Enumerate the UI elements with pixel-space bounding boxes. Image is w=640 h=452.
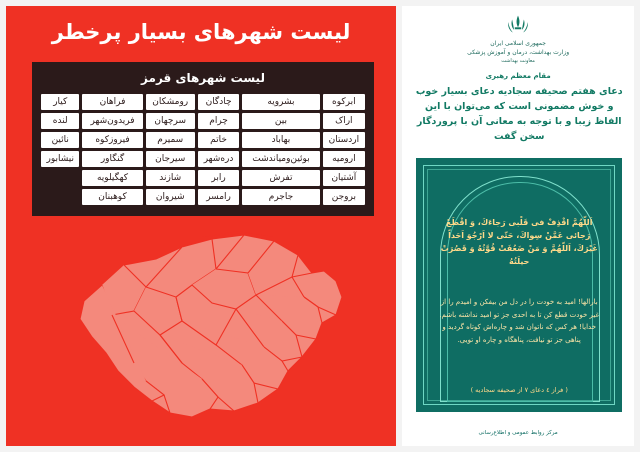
city-cell: بین [242,113,319,129]
city-cell: اراک [323,113,365,129]
table-row [41,170,365,186]
table-row [41,113,365,129]
city-cell: آشتیان [323,170,365,186]
city-cell: دره‌شهر [198,151,239,167]
prayer-panel [416,158,622,412]
city-cell: ابرکوه [323,94,365,110]
iran-map [6,211,396,446]
city-cell: شیروان [146,189,195,205]
city-cell: سمیرم [146,132,195,148]
city-cell: نائین [41,132,79,148]
ministry-panel [402,6,634,446]
city-cell: بوئین‌ومیاندشت [242,151,319,167]
city-cell: اردستان [323,132,365,148]
city-cell: شازند [146,170,195,186]
iran-emblem-icon [505,14,531,38]
footer-credit: مرکز روابط عمومی و اطلاع‌رسانی [478,430,558,436]
city-cell [41,170,79,186]
arch-outline-inner [447,182,593,402]
city-cell: رومشکان [146,94,195,110]
table-row [41,132,365,148]
city-cell: سیرجان [146,151,195,167]
city-cell: سرچهان [146,113,195,129]
org-name-line3: معاونت بهداشت [501,58,535,64]
city-cell: ارومیه [323,151,365,167]
org-name-line1: جمهوری اسلامی ایران [490,40,546,47]
city-cell: جاجرم [242,189,319,205]
city-cell: تفرش [242,170,319,186]
city-cell: رابر [198,170,239,186]
arabic-prayer-text: اَللّهُمَّ اقْذِفْ فی قَلْبی رَجاءَكَ، وَ اقْطَعْ رَجائی عَمَّنْ سِواكَ، حَتّى لا اَرْجُوَ اَحَداً غَیْرَكَ، اَللّهُمَّ وَ مَنْ ضَعُفَتْ قُوَّتُهُ وَ قَصُرَتْ حیلَتُهُ [440,218,598,266]
city-cell: کوهبنان [82,189,142,205]
red-cities-table [38,91,368,208]
city-cell: کهگیلویه [82,170,142,186]
city-cell: نیشابور [41,151,79,167]
city-cell: چرام [198,113,239,129]
city-cell: کیار [41,94,79,110]
city-cell: فیروزکوه [82,132,142,148]
table-row [41,151,365,167]
prayer-reference: ( فراز ٤ دعای ٧ از صحیفه سجادیه ) [470,386,568,394]
city-cell: لنده [41,113,79,129]
red-cities-title: لیست شهرهای قرمز [141,71,265,85]
city-cell: بهاباد [242,132,319,148]
leader-quote: دعای هفتم صحیفه سجادیه دعای بسیار خوب و خوش مضمونی است که می‌توان با این الفاظ زیبا و با توجه به معانی آن با پروردگار سخن گفت [415,86,623,142]
city-cell [41,189,79,205]
leader-label: مقام معظم رهبری [485,72,551,80]
persian-translation-text: بارالها! امید به خودت را در دل من بیفکن و امیدم را از غیر خودت قطع کن تا به احدی جز تو امید نداشته باشم. خدایا! هر کس که ناتوان شد و چاره‌اش کوتاه گردید و پناهی جز تو نیافت، پناهگاه و چاره او تویی. [439,298,600,344]
table-row [41,189,365,205]
city-cell: بروجن [323,189,365,205]
city-cell: خاتم [198,132,239,148]
org-name-line2: وزارت بهداشت، درمان و آموزش پزشکی [467,49,570,56]
page-title: لیست شهرهای بسیار پرخطر [51,20,351,44]
table-row [41,94,365,110]
city-cell: فریدون‌شهر [82,113,142,129]
city-cell: بشرویه [242,94,319,110]
city-cell: رامسر [198,189,239,205]
red-infographic-panel [6,6,396,446]
city-cell: چادگان [198,94,239,110]
city-cell: گنگاور [82,151,142,167]
city-cell: فراهان [82,94,142,110]
red-cities-box [32,62,374,216]
